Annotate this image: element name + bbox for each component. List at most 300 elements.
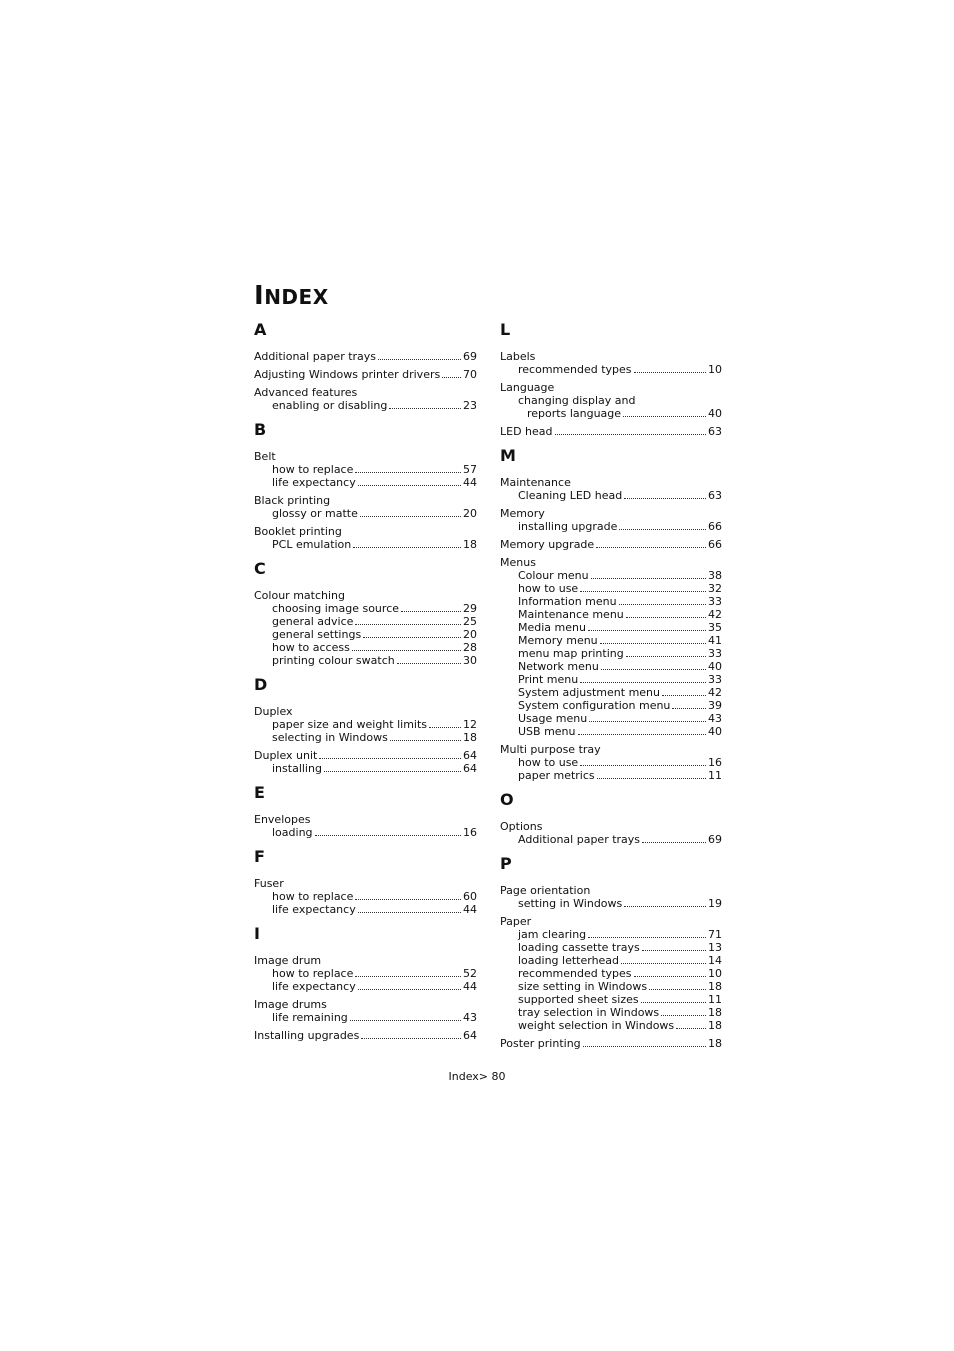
index-section: [254, 845, 477, 916]
index-entry: [254, 589, 477, 667]
index-entry-line: [254, 368, 477, 381]
index-entry: [500, 556, 722, 738]
leader-dots: [641, 993, 706, 1003]
page-number: 39: [708, 699, 722, 712]
index-term: Paper: [500, 915, 532, 928]
index-term: installing upgrade: [518, 520, 618, 533]
index-term: Usage menu: [518, 712, 588, 725]
section-letter: F: [254, 847, 265, 866]
leader-dots: [626, 647, 706, 657]
index-term: printing colour swatch: [272, 654, 395, 667]
leader-dots: [355, 967, 461, 977]
leader-dots: [672, 699, 706, 709]
index-subentry-line: [254, 507, 477, 520]
page-number: 10: [708, 967, 722, 980]
index-term: Memory menu: [518, 634, 598, 647]
page-number: 69: [463, 350, 477, 363]
index-section: [500, 444, 722, 782]
index-term: recommended types: [518, 363, 632, 376]
page-number: 38: [708, 569, 722, 582]
index-subentry-line: [254, 654, 477, 667]
index-term: Adjusting Windows printer drivers: [254, 368, 441, 381]
leader-dots: [319, 749, 461, 759]
index-term: Additional paper trays: [518, 833, 641, 846]
index-entry-line: [500, 1037, 722, 1050]
index-entry-line: [500, 538, 722, 551]
index-subentry-line: [254, 641, 477, 654]
page-number: 63: [708, 489, 722, 502]
index-subentry-line: [500, 407, 722, 420]
index-term: Image drums: [254, 998, 327, 1011]
index-term: Page orientation: [500, 884, 591, 897]
index-entry-line: [500, 381, 722, 394]
index-term: Envelopes: [254, 813, 311, 826]
section-letter: D: [254, 675, 268, 694]
index-subentry-line: [254, 903, 477, 916]
leader-dots: [601, 660, 706, 670]
leader-dots: [580, 673, 706, 683]
index-subentry-line: [254, 628, 477, 641]
index-subentry-line: [500, 699, 722, 712]
index-term: Network menu: [518, 660, 599, 673]
leader-dots: [591, 569, 706, 579]
index-entry-line: [254, 525, 477, 538]
index-entry-line: [254, 705, 477, 718]
index-term: recommended types: [518, 967, 632, 980]
index-term: Memory: [500, 507, 545, 520]
leader-dots: [358, 476, 461, 486]
index-term: Colour matching: [254, 589, 345, 602]
page-number: 28: [463, 641, 477, 654]
index-entry-line: [500, 350, 722, 363]
leader-dots: [555, 425, 706, 435]
leader-dots: [315, 826, 461, 836]
page-footer: Index> 80: [448, 1070, 506, 1083]
index-term: how to replace: [272, 890, 354, 903]
index-term: Print menu: [518, 673, 579, 686]
index-term: size setting in Windows: [518, 980, 648, 993]
index-subentry-line: [254, 718, 477, 731]
index-subentry-line: [500, 1006, 722, 1019]
index-entry: [254, 749, 477, 775]
index-column-left: [254, 318, 477, 1048]
index-subentry-line: [254, 890, 477, 903]
index-entry-line: [254, 494, 477, 507]
index-term: Duplex unit: [254, 749, 318, 762]
index-term: reports language: [527, 407, 622, 420]
index-entry: [500, 820, 722, 846]
index-section: [500, 318, 722, 438]
leader-dots: [429, 718, 461, 728]
index-term: Colour menu: [518, 569, 589, 582]
index-entry-line: [500, 507, 722, 520]
index-entry-line: [254, 350, 477, 363]
index-term: Options: [500, 820, 543, 833]
leader-dots: [621, 954, 706, 964]
index-term: general advice: [272, 615, 354, 628]
index-subentry-line: [500, 993, 722, 1006]
index-entry: [254, 386, 477, 412]
leader-dots: [596, 538, 706, 548]
index-term: Labels: [500, 350, 536, 363]
leader-dots: [642, 833, 706, 843]
page-number: 18: [708, 1019, 722, 1032]
leader-dots: [583, 1037, 706, 1047]
index-term: Fuser: [254, 877, 284, 890]
page-number: 40: [708, 660, 722, 673]
index-subentry-line: [254, 1011, 477, 1024]
leader-dots: [378, 350, 461, 360]
index-entry-line: [500, 556, 722, 569]
index-term: life expectancy: [272, 903, 356, 916]
index-term: loading letterhead: [518, 954, 620, 967]
page-number: 23: [463, 399, 477, 412]
index-term: how to access: [272, 641, 350, 654]
page-number: 18: [463, 538, 477, 551]
page-number: 41: [708, 634, 722, 647]
index-term: Booklet printing: [254, 525, 342, 538]
leader-dots: [588, 928, 706, 938]
leader-dots: [324, 762, 461, 772]
index-term: Duplex: [254, 705, 293, 718]
section-letter: A: [254, 320, 267, 339]
index-subentry-line: [254, 826, 477, 839]
index-term: Black printing: [254, 494, 331, 507]
index-subentry-line: [500, 686, 722, 699]
leader-dots: [442, 368, 461, 378]
leader-dots: [401, 602, 461, 612]
leader-dots: [355, 615, 461, 625]
page-number: 43: [708, 712, 722, 725]
index-term: changing display and: [518, 394, 636, 407]
index-term: Advanced features: [254, 386, 358, 399]
index-subentry-line: [500, 394, 722, 407]
index-term: supported sheet sizes: [518, 993, 639, 1006]
page-number: 29: [463, 602, 477, 615]
leader-dots: [600, 634, 706, 644]
page-number: 20: [463, 507, 477, 520]
index-subentry-line: [500, 725, 722, 738]
index-term: glossy or matte: [272, 507, 358, 520]
leader-dots: [676, 1019, 706, 1029]
page-title-initial: I: [254, 281, 265, 311]
leader-dots: [634, 967, 706, 977]
index-section: [254, 557, 477, 667]
index-entry-line: [254, 954, 477, 967]
section-letter: M: [500, 446, 516, 465]
index-subentry-line: [500, 756, 722, 769]
section-letter: C: [254, 559, 266, 578]
leader-dots: [580, 582, 706, 592]
index-entry: [500, 538, 722, 551]
page-number: 25: [463, 615, 477, 628]
page-number: 33: [708, 595, 722, 608]
index-entry: [500, 743, 722, 782]
index-term: Media menu: [518, 621, 586, 634]
index-term: Memory upgrade: [500, 538, 595, 551]
index-subentry-line: [500, 980, 722, 993]
index-term: weight selection in Windows: [518, 1019, 675, 1032]
page-number: 57: [463, 463, 477, 476]
leader-dots: [360, 507, 461, 517]
index-subentry-line: [254, 538, 477, 551]
page-number: 10: [708, 363, 722, 376]
page-number: 18: [708, 980, 722, 993]
index-subentry-line: [254, 615, 477, 628]
index-subentry-line: [500, 660, 722, 673]
index-subentry-line: [500, 673, 722, 686]
index-section: [254, 418, 477, 551]
page-number: 66: [708, 520, 722, 533]
leader-dots: [355, 463, 461, 473]
leader-dots: [361, 1029, 461, 1039]
index-subentry-line: [254, 980, 477, 993]
index-entry: [254, 494, 477, 520]
page-number: 18: [463, 731, 477, 744]
index-entry-line: [254, 450, 477, 463]
leader-dots: [634, 363, 706, 373]
index-subentry-line: [500, 833, 722, 846]
index-term: PCL emulation: [272, 538, 352, 551]
index-term: installing: [272, 762, 322, 775]
index-subentry-line: [500, 634, 722, 647]
section-letter: O: [500, 790, 514, 809]
index-entry: [254, 813, 477, 839]
index-subentry-line: [500, 954, 722, 967]
page-number: 19: [708, 897, 722, 910]
index-term: how to replace: [272, 967, 354, 980]
leader-dots: [588, 621, 706, 631]
index-subentry-line: [500, 569, 722, 582]
leader-dots: [390, 731, 461, 741]
leader-dots: [578, 725, 706, 735]
index-entry-line: [500, 425, 722, 438]
index-term: Poster printing: [500, 1037, 581, 1050]
index-term: enabling or disabling: [272, 399, 388, 412]
leader-dots: [642, 941, 706, 951]
index-subentry-line: [500, 363, 722, 376]
page-number: 20: [463, 628, 477, 641]
leader-dots: [624, 897, 706, 907]
page-number: 40: [708, 725, 722, 738]
leader-dots: [355, 890, 461, 900]
index-entry-line: [254, 386, 477, 399]
index-column-right: [500, 318, 722, 1056]
index-term: paper metrics: [518, 769, 595, 782]
page-number: 44: [463, 903, 477, 916]
index-entry: [500, 1037, 722, 1050]
index-subentry-line: [500, 967, 722, 980]
index-entry-line: [254, 877, 477, 890]
page-number: 11: [708, 769, 722, 782]
index-term: choosing image source: [272, 602, 400, 615]
index-subentry-line: [500, 712, 722, 725]
index-subentry-line: [500, 595, 722, 608]
index-entry: [254, 368, 477, 381]
leader-dots: [624, 489, 706, 499]
index-entry-line: [500, 743, 722, 756]
index-entry: [254, 525, 477, 551]
index-term: jam clearing: [518, 928, 587, 941]
index-term: Menus: [500, 556, 536, 569]
index-term: System configuration menu: [518, 699, 671, 712]
page-title-rest: NDEX: [264, 285, 329, 309]
index-term: Image drum: [254, 954, 322, 967]
page-number: 44: [463, 980, 477, 993]
page-number: 13: [708, 941, 722, 954]
index-term: selecting in Windows: [272, 731, 388, 744]
section-letter: L: [500, 320, 511, 339]
leader-dots: [358, 980, 461, 990]
index-term: Maintenance menu: [518, 608, 624, 621]
index-subentry-line: [500, 1019, 722, 1032]
index-subentry-line: [254, 602, 477, 615]
index-entry: [254, 1029, 477, 1042]
page-number: 64: [463, 1029, 477, 1042]
page-number: 69: [708, 833, 722, 846]
index-entry: [500, 350, 722, 376]
page-number: 66: [708, 538, 722, 551]
page-number: 42: [708, 608, 722, 621]
index-entry: [500, 425, 722, 438]
page-number: 43: [463, 1011, 477, 1024]
leader-dots: [358, 903, 461, 913]
index-entry: [254, 705, 477, 744]
index-term: setting in Windows: [518, 897, 623, 910]
page-number: 52: [463, 967, 477, 980]
index-term: USB menu: [518, 725, 576, 738]
index-entry: [500, 884, 722, 910]
leader-dots: [619, 520, 706, 530]
leader-dots: [350, 1011, 461, 1021]
index-term: paper size and weight limits: [272, 718, 428, 731]
index-term: Additional paper trays: [254, 350, 377, 363]
index-section: [500, 852, 722, 1050]
page-number: 32: [708, 582, 722, 595]
page-number: 64: [463, 762, 477, 775]
index-subentry-line: [500, 520, 722, 533]
index-entry: [254, 998, 477, 1024]
leader-dots: [352, 641, 461, 651]
page-number: 18: [708, 1037, 722, 1050]
section-letter: B: [254, 420, 267, 439]
index-entry-line: [254, 813, 477, 826]
index-term: general settings: [272, 628, 362, 641]
index-section: [254, 922, 477, 1042]
page-number: 12: [463, 718, 477, 731]
index-entry-line: [254, 749, 477, 762]
leader-dots: [661, 1006, 706, 1016]
leader-dots: [389, 399, 461, 409]
index-term: tray selection in Windows: [518, 1006, 660, 1019]
page-number: 42: [708, 686, 722, 699]
index-term: how to use: [518, 582, 579, 595]
page-number: 40: [708, 407, 722, 420]
index-term: Cleaning LED head: [518, 489, 623, 502]
index-entry: [500, 915, 722, 1032]
leader-dots: [580, 756, 706, 766]
index-entry: [500, 476, 722, 502]
section-letter: E: [254, 783, 265, 802]
index-term: loading: [272, 826, 313, 839]
index-term: Installing upgrades: [254, 1029, 360, 1042]
index-term: loading cassette trays: [518, 941, 640, 954]
page-number: 71: [708, 928, 722, 941]
index-subentry-line: [254, 967, 477, 980]
index-entry-line: [254, 589, 477, 602]
section-letter: I: [254, 924, 260, 943]
index-subentry-line: [500, 621, 722, 634]
index-entry: [254, 954, 477, 993]
page-number: 70: [463, 368, 477, 381]
page-number: 44: [463, 476, 477, 489]
page-number: 16: [708, 756, 722, 769]
index-term: menu map printing: [518, 647, 624, 660]
index-entry-line: [254, 1029, 477, 1042]
index-entry-line: [500, 476, 722, 489]
index-subentry-line: [500, 941, 722, 954]
index-subentry-line: [500, 647, 722, 660]
index-subentry-line: [500, 897, 722, 910]
index-subentry-line: [500, 769, 722, 782]
index-entry-line: [500, 820, 722, 833]
index-term: life expectancy: [272, 980, 356, 993]
leader-dots: [662, 686, 706, 696]
index-term: how to replace: [272, 463, 354, 476]
index-entry-line: [500, 915, 722, 928]
index-entry: [254, 877, 477, 916]
leader-dots: [626, 608, 706, 618]
index-term: Multi purpose tray: [500, 743, 601, 756]
index-subentry-line: [254, 476, 477, 489]
page-number: 33: [708, 647, 722, 660]
index-section: [500, 788, 722, 846]
page-number: 33: [708, 673, 722, 686]
page-number: 30: [463, 654, 477, 667]
leader-dots: [353, 538, 461, 548]
page-number: 16: [463, 826, 477, 839]
index-term: Information menu: [518, 595, 617, 608]
index-entry: [254, 450, 477, 489]
index-subentry-line: [500, 489, 722, 502]
index-term: how to use: [518, 756, 579, 769]
index-entry: [500, 507, 722, 533]
index-section: [254, 781, 477, 839]
leader-dots: [397, 654, 461, 664]
leader-dots: [623, 407, 706, 417]
page-title: [254, 280, 329, 313]
page-number: 14: [708, 954, 722, 967]
index-term: Maintenance: [500, 476, 571, 489]
index-subentry-line: [254, 731, 477, 744]
index-term: LED head: [500, 425, 553, 438]
page-number: 63: [708, 425, 722, 438]
index-subentry-line: [500, 582, 722, 595]
page-number: 11: [708, 993, 722, 1006]
index-term: Language: [500, 381, 555, 394]
page-number: 64: [463, 749, 477, 762]
index-subentry-line: [500, 608, 722, 621]
index-subentry-line: [254, 463, 477, 476]
page-number: 60: [463, 890, 477, 903]
page-number: 35: [708, 621, 722, 634]
index-entry: [500, 381, 722, 420]
index-section: [254, 673, 477, 775]
index-entry: [254, 350, 477, 363]
page-number: 18: [708, 1006, 722, 1019]
leader-dots: [619, 595, 706, 605]
index-subentry-line: [500, 928, 722, 941]
